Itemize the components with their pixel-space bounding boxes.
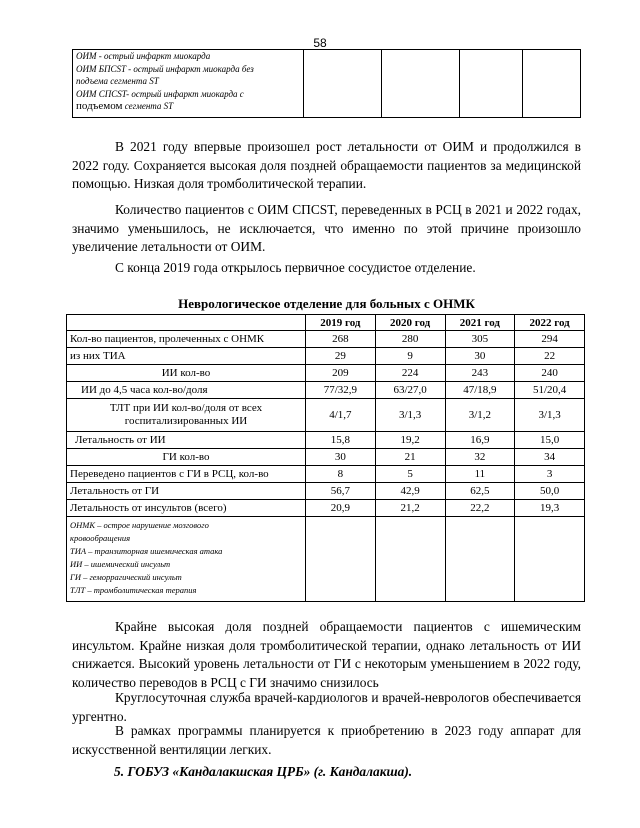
cell-value: 305	[445, 331, 515, 348]
cell-value: 30	[445, 348, 515, 365]
abbreviation-line: кровообращения	[70, 533, 131, 543]
row-label: Летальность от инсультов (всего)	[67, 500, 306, 517]
legend-table-row	[73, 50, 581, 118]
cell-value: 42,9	[375, 483, 445, 500]
abbreviations-cell	[67, 517, 306, 602]
cell-value: 50,0	[515, 483, 585, 500]
cell-value: 16,9	[445, 432, 515, 449]
cell-value: 62,5	[445, 483, 515, 500]
empty-cell	[306, 517, 376, 602]
cell-value: 15,8	[306, 432, 376, 449]
abbreviation-line: ТИА – транзиторная ишемическая атака	[70, 546, 223, 556]
cell-value: 3	[515, 466, 585, 483]
paragraph: Круглосуточная служба врачей-кардиологов и врачей-неврологов обеспечивается ургентно.	[72, 690, 581, 724]
cell-value: 63/27,0	[375, 382, 445, 399]
row-label: ИИ кол-во	[67, 365, 306, 382]
cell-value: 19,2	[375, 432, 445, 449]
cell-value: 8	[306, 466, 376, 483]
cell-value: 32	[445, 449, 515, 466]
cell-value: 29	[306, 348, 376, 365]
cell-value: 243	[445, 365, 515, 382]
cell-value: 294	[515, 331, 585, 348]
paragraph: Количество пациентов с ОИМ СПСST, переведенных в РСЦ в 2021 и 2022 годах, значимо уменьшилось, не исключается, что именно по этой причине произошло увеличение летальности от ОИМ.	[72, 202, 581, 255]
row-label: Летальность от ГИ	[67, 483, 306, 500]
cell-value: 280	[375, 331, 445, 348]
abbreviations-row	[67, 517, 585, 602]
abbreviation-line: ГИ – геморрагический инсульт	[70, 572, 182, 582]
paragraph: С конца 2019 года открылось первичное сосудистое отделение.	[115, 260, 476, 275]
cell-value: 15,0	[515, 432, 585, 449]
cell-value: 21	[375, 449, 445, 466]
cell-value: 30	[306, 449, 376, 466]
legend-empty-cell	[382, 50, 460, 118]
cell-value: 56,7	[306, 483, 376, 500]
cell-value: 22	[515, 348, 585, 365]
table-row	[67, 449, 585, 466]
year-header: 2019 год	[306, 315, 376, 331]
cell-value: 209	[306, 365, 376, 382]
abbreviation-line: ОНМК – острое нарушение мозгового	[70, 520, 209, 530]
table-row	[67, 500, 585, 517]
row-label: Кол-во пациентов, пролеченных с ОНМК	[67, 331, 306, 348]
table-row	[67, 365, 585, 382]
year-header: 2022 год	[515, 315, 585, 331]
table-row	[67, 399, 585, 432]
legend-empty-cell	[460, 50, 523, 118]
cell-value: 3/1,3	[375, 399, 445, 432]
cell-value: 11	[445, 466, 515, 483]
page-number: 58	[313, 36, 327, 50]
legend-empty-cell	[304, 50, 382, 118]
cell-value: 77/32,9	[306, 382, 376, 399]
legend-line: ОИМ - острый инфаркт миокарда	[76, 51, 211, 61]
table-row	[67, 348, 585, 365]
table-row	[67, 483, 585, 500]
abbreviation-line: ИИ – ишемический инсульт	[70, 559, 171, 569]
legend-empty-cell	[523, 50, 581, 118]
cell-value: 51/20,4	[515, 382, 585, 399]
row-label: ГИ кол-во	[67, 449, 306, 466]
table-row	[67, 382, 585, 399]
cell-value: 3/1,2	[445, 399, 515, 432]
cell-value: 224	[375, 365, 445, 382]
legend-line: подъема сегмента ST	[76, 76, 159, 86]
row-label: ТЛТ при ИИ кол-во/доля от всех госпитализированных ИИ	[67, 399, 306, 432]
paragraph: В рамках программы планируется к приобретению в 2023 году аппарат для искусственной вентиляции легких.	[72, 723, 581, 757]
row-label: Переведено пациентов с ГИ в РСЦ, кол-во	[67, 466, 306, 483]
legend-rest: сегмента ST	[122, 101, 174, 111]
section-heading: 5. ГОБУЗ «Кандалакшская ЦРБ» (г. Кандалакша).	[114, 764, 413, 779]
cell-value: 3/1,3	[515, 399, 585, 432]
cell-value: 5	[375, 466, 445, 483]
paragraph: Крайне высокая доля поздней обращаемости пациентов с ишемическим инсультом. Крайне низкая доля тромболитической терапии, однако летальность от ИИ снижается. Высокий уровень летальности от ГИ с некоторым уменьшением в 2022 году, количество переводов в РСЦ с ГИ значимо снизилось	[72, 619, 581, 690]
row-label: ИИ до 4,5 часа кол-во/доля	[67, 382, 306, 399]
cell-value: 34	[515, 449, 585, 466]
stroke-data-table	[66, 314, 585, 602]
cell-value: 21,2	[375, 500, 445, 517]
empty-cell	[445, 517, 515, 602]
row-label: из них ТИА	[67, 348, 306, 365]
table-title: Неврологическое отделение для больных с ОНМК	[178, 296, 475, 311]
empty-cell	[515, 517, 585, 602]
header-label-cell	[67, 315, 306, 331]
legend-table	[72, 49, 581, 118]
cell-value: 20,9	[306, 500, 376, 517]
cell-value: 240	[515, 365, 585, 382]
legend-line: ОИМ СПСST- острый инфаркт миокарда с	[76, 88, 244, 99]
paragraph: В 2021 году впервые произошел рост летальности от ОИМ и продолжился в 2022 году. Сохраняется высокая доля поздней обращаемости пациентов за медицинской помощью. Низкая доля тромболитической терапии.	[72, 139, 581, 192]
cell-value: 9	[375, 348, 445, 365]
cell-value: 268	[306, 331, 376, 348]
cell-value: 22,2	[445, 500, 515, 517]
table-row	[67, 331, 585, 348]
legend-up-word: подъемом	[76, 100, 123, 112]
empty-cell	[375, 517, 445, 602]
abbreviation-line: ТЛТ – тромболитическая терапия	[70, 585, 197, 595]
table-row	[67, 432, 585, 449]
legend-line: ОИМ БПСST - острый инфаркт миокарда без	[76, 63, 254, 74]
cell-value: 47/18,9	[445, 382, 515, 399]
cell-value: 19,3	[515, 500, 585, 517]
year-header: 2021 год	[445, 315, 515, 331]
year-header: 2020 год	[375, 315, 445, 331]
legend-line	[76, 100, 300, 113]
table-header-row	[67, 315, 585, 331]
legend-cell	[73, 50, 304, 118]
row-label: Летальность от ИИ	[67, 432, 306, 449]
table-row	[67, 466, 585, 483]
cell-value: 4/1,7	[306, 399, 376, 432]
